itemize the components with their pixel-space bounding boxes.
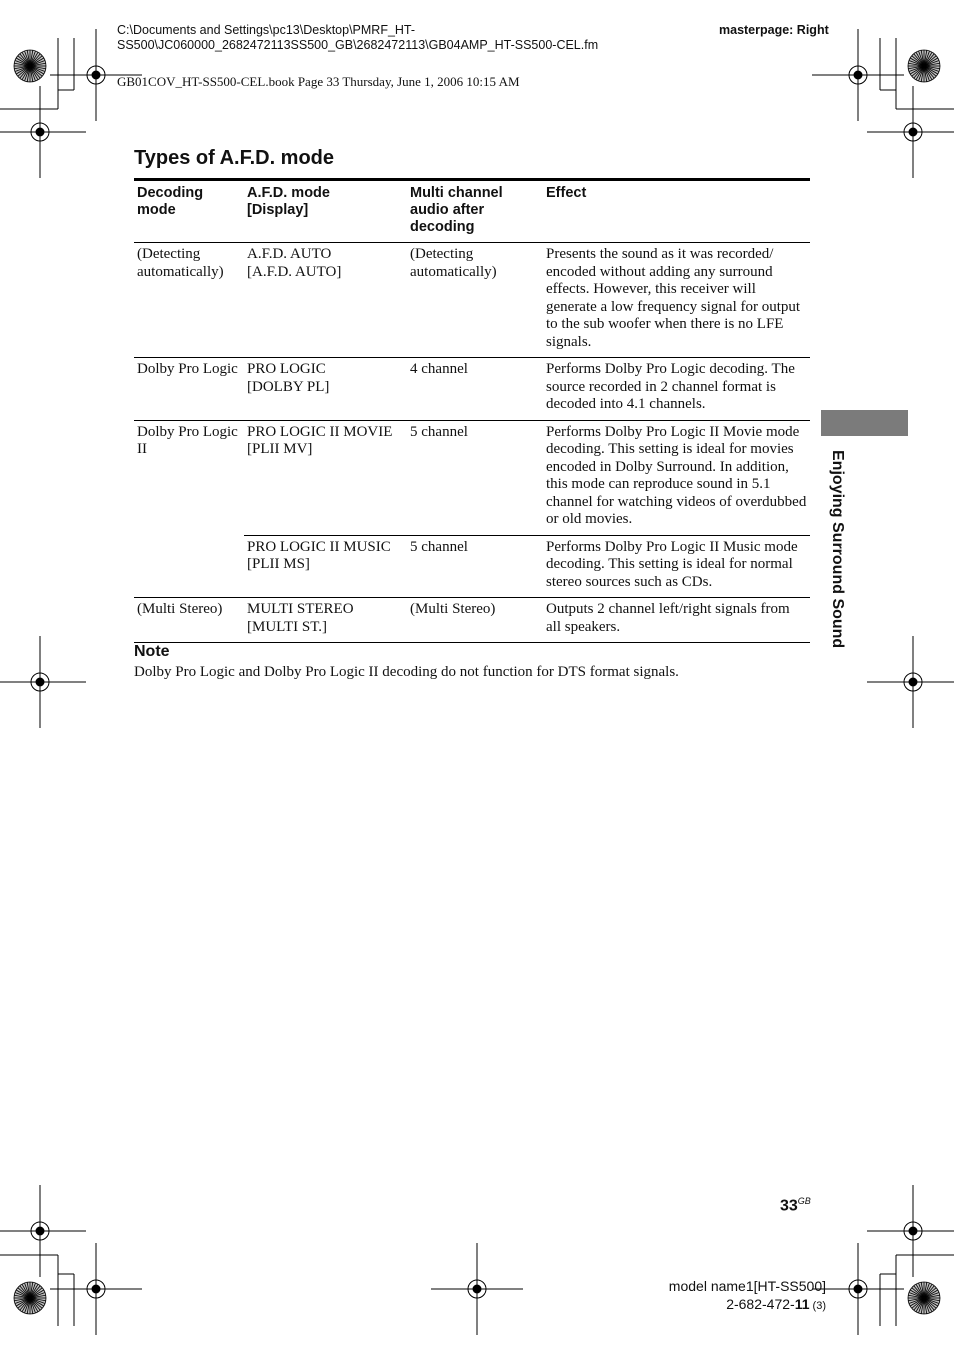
cell-afd bbox=[244, 243, 407, 358]
cell-line: decoding. This setting is ideal for normal bbox=[546, 556, 793, 572]
cell-line: Dolby Pro Logic bbox=[137, 361, 238, 377]
side-section-label: Enjoying Surround Sound bbox=[829, 450, 846, 649]
star-target-mark bbox=[908, 50, 940, 82]
cell-line: Performs Dolby Pro Logic II Movie mode bbox=[546, 423, 800, 440]
note-text: Dolby Pro Logic and Dolby Pro Logic II decoding do not function for DTS format signals. bbox=[134, 664, 679, 680]
cell-line: (Detecting bbox=[137, 246, 201, 262]
cell-line: automatically) bbox=[410, 263, 497, 280]
cell-line: [Display] bbox=[247, 202, 309, 218]
header-afd-mode bbox=[244, 180, 407, 243]
crosshair-mark bbox=[50, 1243, 142, 1335]
cell-line: generate a low frequency signal for output bbox=[546, 298, 801, 315]
cell-line: Effect bbox=[546, 185, 587, 201]
cell-line: to the sub woofer when there is no LFE bbox=[546, 316, 784, 332]
cell-line: automatically) bbox=[137, 263, 224, 280]
table-header-row bbox=[134, 180, 810, 243]
cell-line: Multi channel bbox=[410, 185, 503, 201]
cell-line: channel for watching videos of overdubbed bbox=[546, 493, 807, 510]
header-multi-channel bbox=[407, 180, 543, 243]
cell-line: (Multi Stereo) bbox=[410, 601, 496, 617]
star-target-mark bbox=[14, 1282, 46, 1314]
cell-line: Dolby Pro Logic bbox=[137, 423, 238, 440]
cell-line: 5 channel bbox=[410, 538, 468, 555]
page-number bbox=[780, 1196, 811, 1215]
cell-line: MULTI STEREO bbox=[247, 601, 354, 617]
cell-line: 5 channel bbox=[410, 423, 468, 440]
cell-multi bbox=[407, 358, 543, 421]
table-row bbox=[134, 243, 810, 358]
cell-effect bbox=[543, 420, 810, 535]
table-row bbox=[134, 598, 810, 643]
cell-line: Outputs 2 channel left/right signals from bbox=[546, 601, 790, 617]
cell-line: audio after bbox=[410, 202, 485, 218]
crosshair-mark bbox=[867, 86, 954, 178]
cell-multi bbox=[407, 243, 543, 358]
cell-line: decoded into 4.1 channels. bbox=[546, 396, 706, 412]
crosshair-mark bbox=[0, 1185, 86, 1277]
cell-line: PRO LOGIC II MUSIC bbox=[247, 538, 391, 555]
table-row bbox=[134, 358, 810, 421]
cell-line: this mode can reproduce sound in 5.1 bbox=[546, 476, 771, 492]
part-prefix: 2-682-472- bbox=[726, 1296, 795, 1312]
cell-multi bbox=[407, 598, 543, 643]
cell-line: stereo sources such as CDs. bbox=[546, 573, 713, 590]
cell-line: effects. However, this receiver will bbox=[546, 281, 756, 297]
file-path-line2: SS500\JC060000_2682472113SS500_GB\2682472113\GB04AMP_HT-SS500-CEL.fm bbox=[117, 38, 599, 52]
crosshair-mark bbox=[0, 636, 86, 728]
cell-line: A.F.D. AUTO bbox=[247, 246, 332, 262]
page-number-value: 33 bbox=[780, 1197, 798, 1215]
cell-line: [A.F.D. AUTO] bbox=[247, 263, 342, 280]
table-row bbox=[134, 420, 810, 535]
cell-afd bbox=[244, 358, 407, 421]
book-info: GB01COV_HT-SS500-CEL.book Page 33 Thursday, June 1, 2006 10:15 AM bbox=[117, 74, 520, 89]
note-title: Note bbox=[134, 643, 170, 660]
cell-line: encoded in Dolby Surround. In addition, bbox=[546, 458, 789, 475]
crosshair-mark bbox=[867, 636, 954, 728]
cell-line: all speakers. bbox=[546, 618, 621, 635]
cell-multi bbox=[407, 535, 543, 598]
cell-effect bbox=[543, 358, 810, 421]
star-target-mark bbox=[14, 50, 46, 82]
cell-afd bbox=[244, 420, 407, 535]
cell-line: Decoding bbox=[137, 185, 204, 201]
page-number-suffix: GB bbox=[797, 1196, 811, 1206]
cell-line: decoding bbox=[410, 219, 475, 235]
cell-line: mode bbox=[137, 202, 176, 218]
cell-decoding bbox=[134, 243, 244, 358]
cell-line: [MULTI ST.] bbox=[247, 618, 327, 635]
cell-effect bbox=[543, 243, 810, 358]
part-suffix: (3) bbox=[809, 1300, 826, 1312]
cell-line: or old movies. bbox=[546, 511, 633, 527]
header-effect bbox=[543, 180, 810, 243]
afd-mode-table bbox=[134, 178, 810, 643]
cell-line: Performs Dolby Pro Logic II Music mode bbox=[546, 538, 798, 555]
cell-multi bbox=[407, 420, 543, 535]
cell-line: Presents the sound as it was recorded/ bbox=[546, 246, 774, 262]
header-decoding-mode bbox=[134, 180, 244, 243]
cell-line: [PLII MV] bbox=[247, 441, 313, 457]
file-path bbox=[117, 23, 598, 53]
masterpage-label: masterpage: Right bbox=[719, 23, 829, 37]
cell-effect bbox=[543, 535, 810, 598]
cell-line: signals. bbox=[546, 333, 592, 350]
part-bold: 11 bbox=[794, 1296, 810, 1312]
cell-decoding bbox=[134, 598, 244, 643]
cell-line: (Detecting bbox=[410, 246, 474, 262]
model-info bbox=[640, 1277, 826, 1315]
cell-afd bbox=[244, 598, 407, 643]
cell-line: source recorded in 2 channel format is bbox=[546, 378, 776, 395]
cell-line: PRO LOGIC II MOVIE bbox=[247, 423, 393, 440]
cell-line: [DOLBY PL] bbox=[247, 378, 330, 395]
cell-line: PRO LOGIC bbox=[247, 361, 326, 377]
model-name: model name1[HT-SS500] bbox=[668, 1278, 826, 1294]
part-number bbox=[640, 1295, 826, 1315]
crosshair-mark bbox=[812, 29, 904, 121]
cell-line: Performs Dolby Pro Logic decoding. The bbox=[546, 361, 795, 377]
cell-decoding bbox=[134, 420, 244, 598]
cell-effect bbox=[543, 598, 810, 643]
cell-line: A.F.D. mode bbox=[247, 185, 330, 201]
file-path-line1: C:\Documents and Settings\pc13\Desktop\PMRF_HT- bbox=[117, 23, 416, 37]
section-title: Types of A.F.D. mode bbox=[134, 147, 335, 169]
cell-decoding bbox=[134, 358, 244, 421]
cell-line: decoding. This setting is ideal for movies bbox=[546, 441, 794, 457]
crosshair-mark bbox=[0, 86, 86, 178]
cell-afd bbox=[244, 535, 407, 598]
cell-line: (Multi Stereo) bbox=[137, 601, 223, 617]
cell-line: II bbox=[137, 441, 147, 457]
crosshair-mark bbox=[867, 1185, 954, 1277]
cell-line: [PLII MS] bbox=[247, 556, 310, 572]
star-target-mark bbox=[908, 1282, 940, 1314]
section-tab-marker bbox=[821, 410, 908, 436]
crosshair-mark bbox=[431, 1243, 523, 1335]
cell-line: encoded without adding any surround bbox=[546, 263, 773, 280]
cell-line: 4 channel bbox=[410, 361, 468, 377]
